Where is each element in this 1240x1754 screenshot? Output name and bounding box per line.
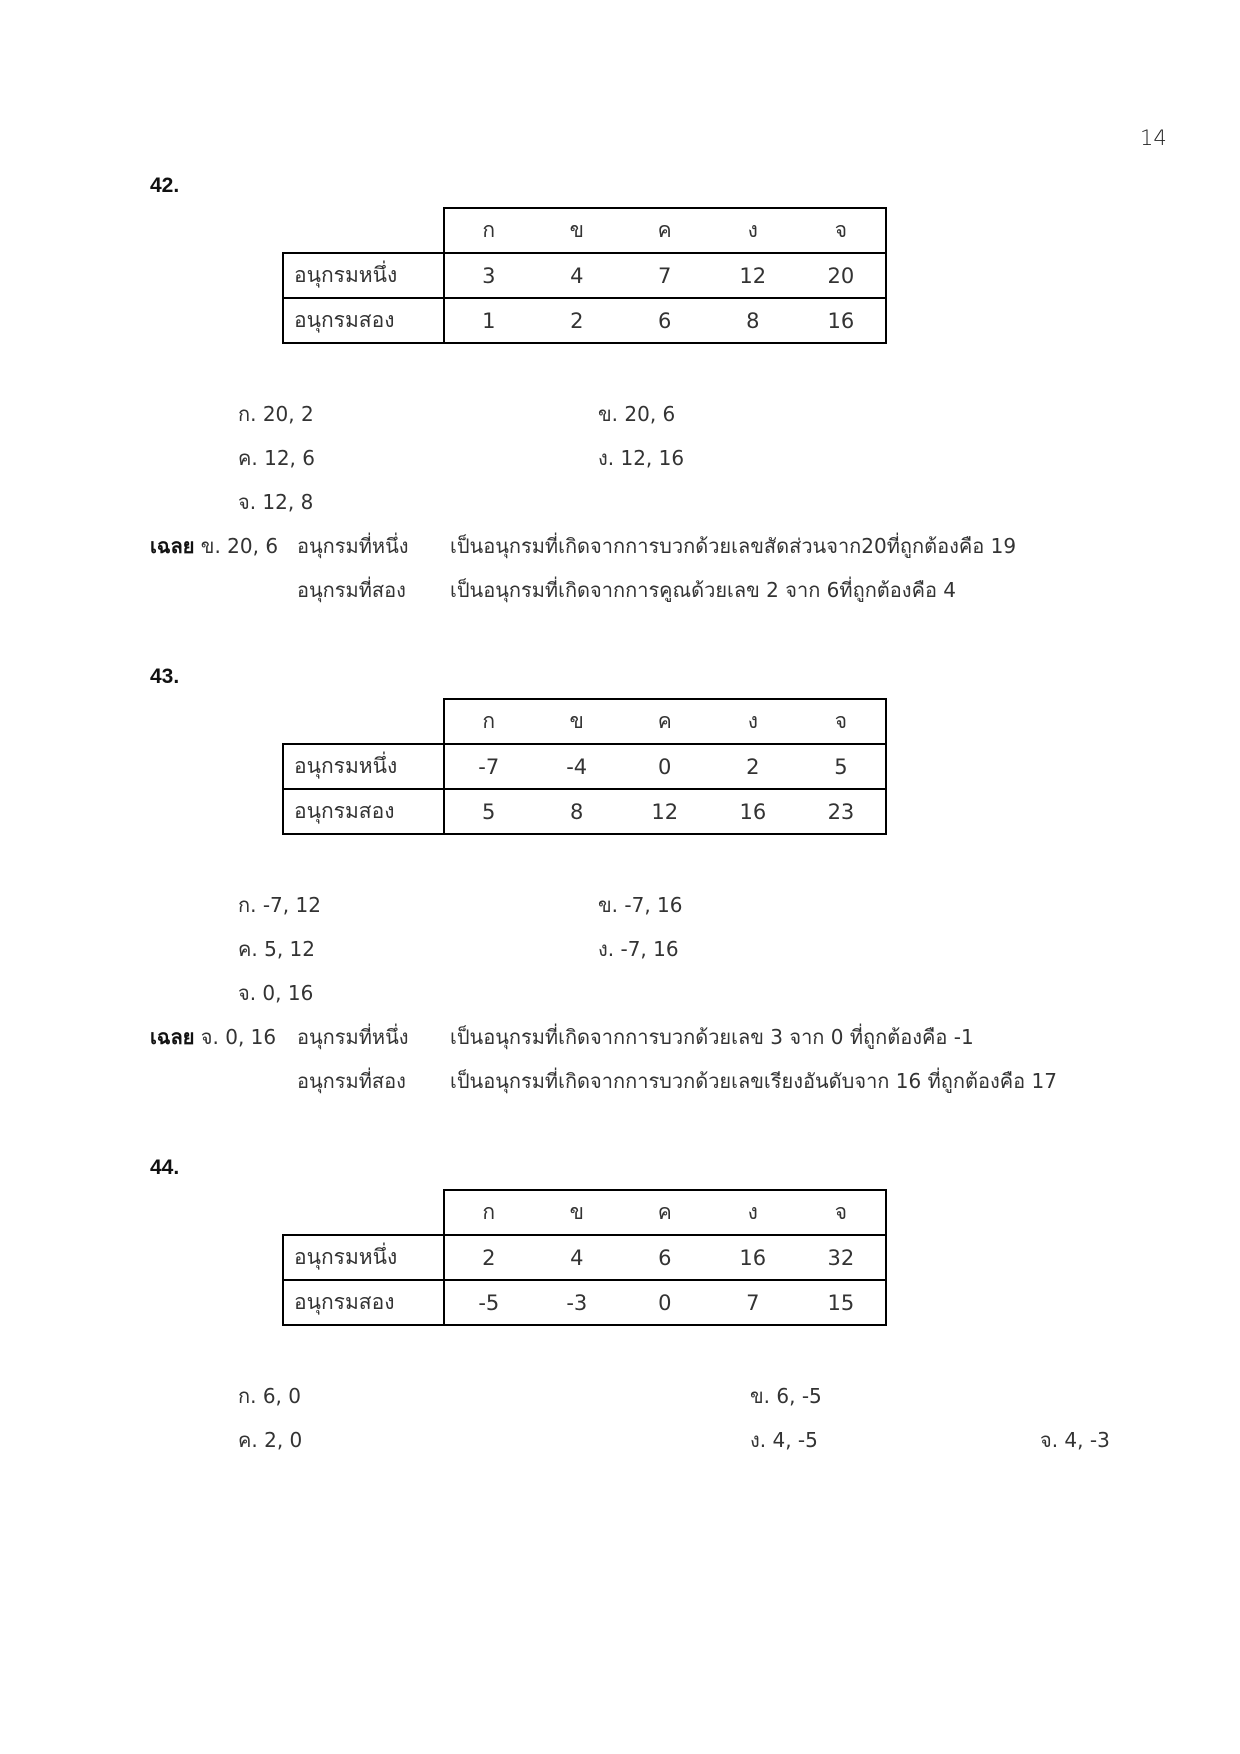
row-label: อนุกรมสอง <box>283 789 444 834</box>
cell: 23 <box>797 789 886 834</box>
cell: 16 <box>709 1235 797 1280</box>
column-header: ก <box>444 208 533 253</box>
row-label: อนุกรมหนึ่ง <box>283 1235 444 1280</box>
option: ง. 12, 16 <box>598 446 685 470</box>
cell: 0 <box>621 744 709 789</box>
cell: -7 <box>444 744 533 789</box>
cell: 1 <box>444 298 533 343</box>
cell: 12 <box>621 789 709 834</box>
column-header: ง <box>709 699 797 744</box>
cell: 2 <box>444 1235 533 1280</box>
table-row <box>283 298 886 343</box>
cell: -3 <box>533 1280 621 1325</box>
sequence-table <box>282 698 887 835</box>
cell: 4 <box>533 1235 621 1280</box>
cell: 5 <box>444 789 533 834</box>
column-header: จ <box>797 1190 886 1235</box>
question-number: 43. <box>150 665 180 688</box>
answer-label <box>150 1021 276 1053</box>
answer-series: อนุกรมที่หนึ่ง <box>297 1025 409 1049</box>
answer-explanation: เป็นอนุกรมที่เกิดจากการบวกด้วยเลขสัดส่วนจาก20ที่ถูกต้องคือ 19 <box>450 534 1017 558</box>
cell: 7 <box>621 253 709 298</box>
table-row <box>283 1280 886 1325</box>
answer-series: อนุกรมที่สอง <box>297 1069 406 1093</box>
page-number: 14 <box>1140 126 1167 150</box>
cell: 0 <box>621 1280 709 1325</box>
question-number: 44. <box>150 1156 180 1179</box>
cell: 12 <box>709 253 797 298</box>
table-corner <box>283 1190 444 1235</box>
table-header-row <box>283 208 886 253</box>
cell: 2 <box>533 298 621 343</box>
column-header: ข <box>533 208 621 253</box>
option: ก. -7, 12 <box>238 893 321 917</box>
answer-series: อนุกรมที่หนึ่ง <box>297 534 409 558</box>
cell: 16 <box>709 789 797 834</box>
cell: 5 <box>797 744 886 789</box>
answer-keyword: เฉลย <box>150 1027 195 1049</box>
cell: 4 <box>533 253 621 298</box>
option: ค. 5, 12 <box>238 937 315 961</box>
table-row <box>283 253 886 298</box>
option: ค. 2, 0 <box>238 1428 303 1452</box>
question-number: 42. <box>150 174 180 197</box>
option: ก. 6, 0 <box>238 1384 301 1408</box>
column-header: ค <box>621 208 709 253</box>
column-header: ก <box>444 699 533 744</box>
cell: 32 <box>797 1235 886 1280</box>
row-label: อนุกรมหนึ่ง <box>283 744 444 789</box>
table-corner <box>283 699 444 744</box>
cell: -4 <box>533 744 621 789</box>
answer-explanation: เป็นอนุกรมที่เกิดจากการคูณด้วยเลข 2 จาก 6ที่ถูกต้องคือ 4 <box>450 578 957 602</box>
cell: 20 <box>797 253 886 298</box>
column-header: ข <box>533 1190 621 1235</box>
row-label: อนุกรมสอง <box>283 1280 444 1325</box>
cell: 8 <box>709 298 797 343</box>
column-header: ง <box>709 208 797 253</box>
cell: 3 <box>444 253 533 298</box>
sequence-table <box>282 1189 887 1326</box>
option: ง. 4, -5 <box>750 1428 818 1452</box>
cell: -5 <box>444 1280 533 1325</box>
cell: 6 <box>621 298 709 343</box>
column-header: ข <box>533 699 621 744</box>
cell: 8 <box>533 789 621 834</box>
column-header: ค <box>621 1190 709 1235</box>
table-row <box>283 789 886 834</box>
answer-explanation: เป็นอนุกรมที่เกิดจากการบวกด้วยเลข 3 จาก 0 ที่ถูกต้องคือ -1 <box>450 1025 974 1049</box>
table-corner <box>283 208 444 253</box>
sequence-table <box>282 207 887 344</box>
cell: 6 <box>621 1235 709 1280</box>
table-row <box>283 744 886 789</box>
option: จ. 0, 16 <box>238 981 314 1005</box>
column-header: ค <box>621 699 709 744</box>
option: ข. 20, 6 <box>598 402 676 426</box>
option: จ. 12, 8 <box>238 490 314 514</box>
cell: 2 <box>709 744 797 789</box>
answer-series: อนุกรมที่สอง <box>297 578 406 602</box>
column-header: ง <box>709 1190 797 1235</box>
option: ค. 12, 6 <box>238 446 315 470</box>
cell: 16 <box>797 298 886 343</box>
column-header: จ <box>797 208 886 253</box>
column-header: จ <box>797 699 886 744</box>
row-label: อนุกรมหนึ่ง <box>283 253 444 298</box>
option: ข. -7, 16 <box>598 893 683 917</box>
option: จ. 4, -3 <box>1040 1428 1110 1452</box>
cell: 15 <box>797 1280 886 1325</box>
answer-keyword: เฉลย <box>150 536 195 558</box>
answer-label <box>150 530 278 562</box>
row-label: อนุกรมสอง <box>283 298 444 343</box>
table-header-row <box>283 699 886 744</box>
option: ข. 6, -5 <box>750 1384 822 1408</box>
column-header: ก <box>444 1190 533 1235</box>
table-header-row <box>283 1190 886 1235</box>
cell: 7 <box>709 1280 797 1325</box>
option: ก. 20, 2 <box>238 402 314 426</box>
table-row <box>283 1235 886 1280</box>
option: ง. -7, 16 <box>598 937 679 961</box>
answer-choice: ข. 20, 6 <box>200 534 279 558</box>
answer-choice: จ. 0, 16 <box>200 1025 277 1049</box>
answer-explanation: เป็นอนุกรมที่เกิดจากการบวกด้วยเลขเรียงอันดับจาก 16 ที่ถูกต้องคือ 17 <box>450 1069 1057 1093</box>
